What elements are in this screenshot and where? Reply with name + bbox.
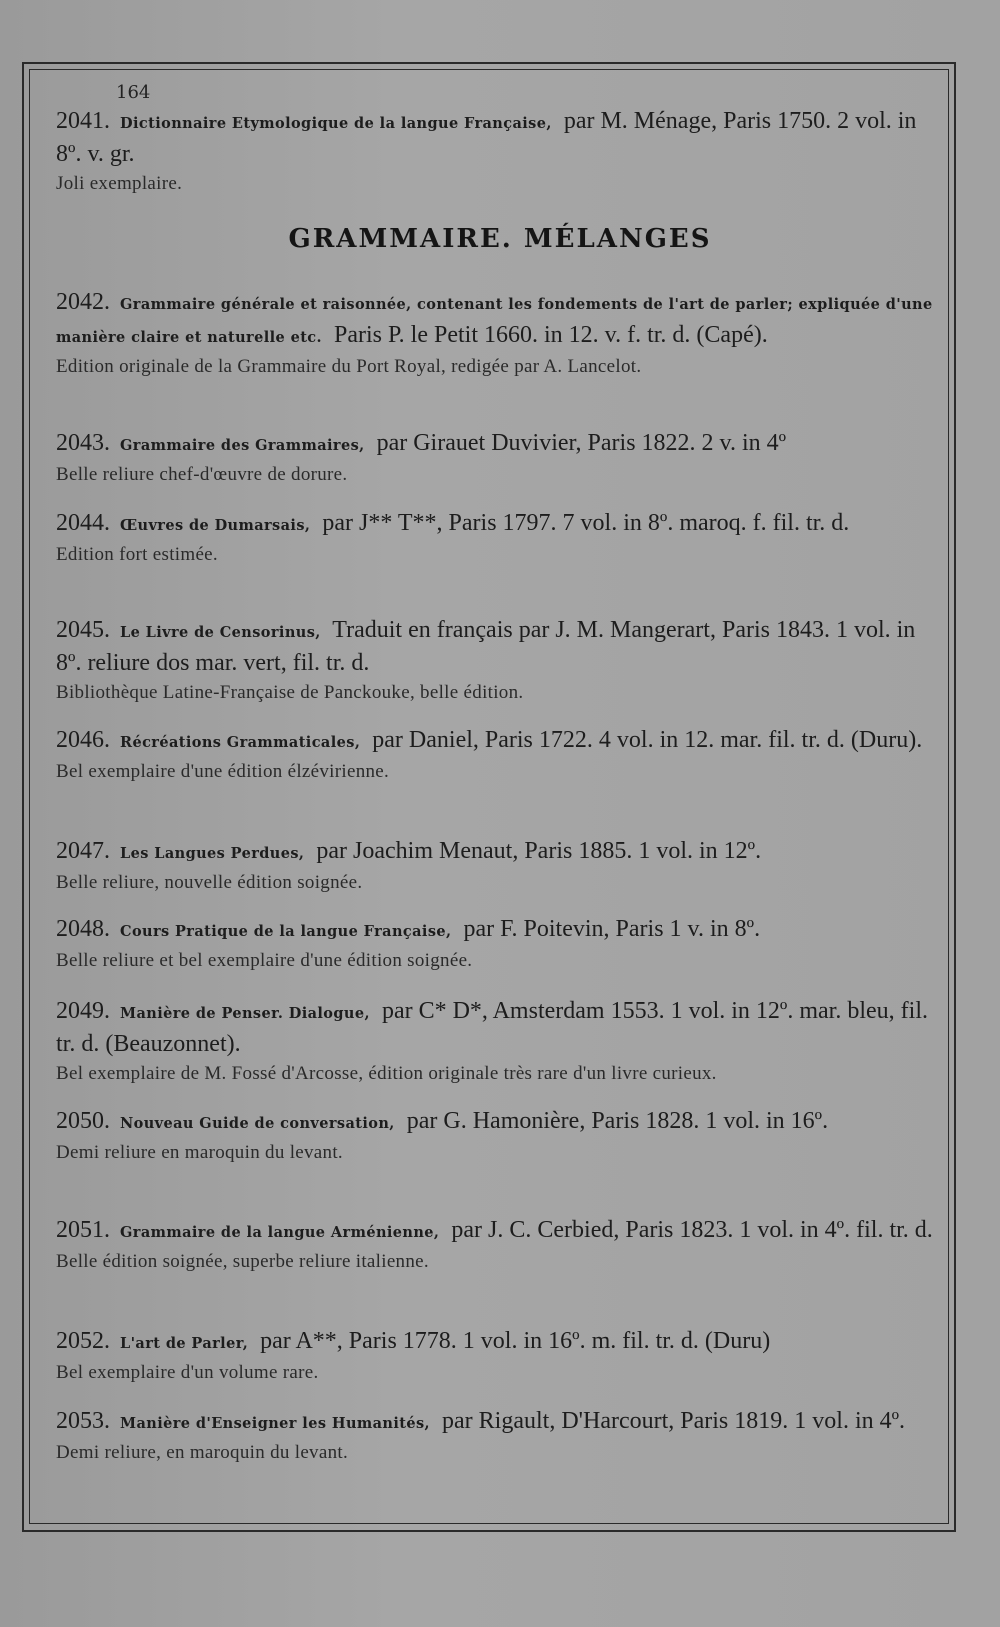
catalog-entry	[56, 428, 936, 489]
entry-number: 2046.	[56, 727, 110, 753]
entry-note: Demi reliure en maroquin du levant.	[56, 1142, 343, 1163]
entry-note: Joli exemplaire.	[56, 173, 183, 194]
catalog-entry	[56, 287, 936, 381]
entry-number: 2045.	[56, 617, 110, 643]
entry-note: Demi reliure, en maroquin du levant.	[56, 1442, 349, 1463]
entry-note: Edition fort estimée.	[56, 544, 218, 565]
catalog-entry	[56, 836, 936, 897]
entry-text	[56, 508, 936, 541]
entry-note: Belle reliure chef-d'œuvre de dorure.	[56, 464, 348, 485]
catalog-entry	[56, 106, 936, 198]
catalog-entry	[56, 1106, 936, 1167]
entry-number: 2050.	[56, 1108, 110, 1134]
entry-title: Cours Pratique de la langue Française,	[120, 923, 452, 940]
entry-details: Paris P. le Petit 1660. in 12. v. f. tr. d. (Capé).	[333, 322, 768, 348]
entry-details: par J** T**, Paris 1797. 7 vol. in 8º. maroq. f. fil. tr. d.	[322, 510, 850, 536]
entry-details: Traduit en français par J. M. Mangerart, Paris 1843. 1 vol. in 8º. reliure dos mar. vert, fil. tr. d.	[56, 617, 916, 676]
catalog-entry	[56, 615, 936, 707]
entry-details: par Rigault, D'Harcourt, Paris 1819. 1 vol. in 4º.	[442, 1408, 906, 1434]
entry-title: Nouveau Guide de conversation,	[120, 1115, 395, 1132]
entry-text	[56, 1106, 936, 1139]
catalog-entry	[56, 914, 936, 975]
catalog-entry	[56, 1215, 936, 1276]
entry-title: Manière d'Enseigner les Humanités,	[120, 1415, 431, 1432]
entry-number: 2042.	[56, 289, 110, 315]
catalog-entry	[56, 508, 936, 569]
entry-details: par J. C. Cerbied, Paris 1823. 1 vol. in 4º. fil. tr. d.	[451, 1217, 933, 1243]
entry-title: Les Langues Perdues,	[120, 845, 305, 862]
entry-title: Récréations Grammaticales,	[120, 734, 361, 751]
entry-number: 2041.	[56, 108, 110, 134]
entry-number: 2048.	[56, 916, 110, 942]
entry-number: 2052.	[56, 1328, 110, 1354]
entry-note: Bel exemplaire d'une édition élzévirienne.	[56, 761, 390, 782]
entry-text	[56, 287, 936, 353]
entry-text	[56, 914, 936, 947]
catalog-entry	[56, 1326, 936, 1387]
entry-details: par G. Hamonière, Paris 1828. 1 vol. in 16º.	[406, 1108, 829, 1134]
entry-text	[56, 725, 936, 758]
entry-note: Belle reliure, nouvelle édition soignée.	[56, 872, 363, 893]
catalog-entry	[56, 725, 936, 786]
catalog-entry	[56, 996, 936, 1088]
entry-number: 2051.	[56, 1217, 110, 1243]
entry-note: Bel exemplaire d'un volume rare.	[56, 1362, 319, 1383]
entry-details: par F. Poitevin, Paris 1 v. in 8º.	[463, 916, 761, 942]
entry-text	[56, 836, 936, 869]
section-heading: GRAMMAIRE. MÉLANGES	[288, 224, 712, 254]
entry-title: L'art de Parler,	[120, 1335, 249, 1352]
entry-number: 2043.	[56, 430, 110, 456]
page-number: 164	[116, 82, 151, 103]
entry-details: par M. Ménage, Paris 1750. 2 vol. in 8º. v. gr.	[56, 108, 917, 167]
entry-details: par Girauet Duvivier, Paris 1822. 2 v. in 4º	[376, 430, 787, 456]
catalog-entry	[56, 1406, 936, 1467]
entry-note: Belle reliure et bel exemplaire d'une édition soignée.	[56, 950, 473, 971]
entry-number: 2047.	[56, 838, 110, 864]
entry-title: Grammaire de la langue Arménienne,	[120, 1224, 440, 1241]
entry-title: Grammaire des Grammaires,	[120, 437, 365, 454]
entry-title: Manière de Penser. Dialogue,	[120, 1005, 370, 1022]
entry-details: par C* D*, Amsterdam 1553. 1 vol. in 12º. mar. bleu, fil. tr. d. (Beauzonnet).	[56, 998, 928, 1057]
entry-note: Belle édition soignée, superbe reliure italienne.	[56, 1251, 429, 1272]
entry-details: par A**, Paris 1778. 1 vol. in 16º. m. fil. tr. d. (Duru)	[260, 1328, 771, 1354]
entry-text	[56, 615, 936, 679]
entry-note: Bel exemplaire de M. Fossé d'Arcosse, édition originale très rare d'un livre curieux.	[56, 1063, 717, 1084]
entry-text	[56, 106, 936, 170]
entry-text	[56, 996, 936, 1060]
entry-details: par Daniel, Paris 1722. 4 vol. in 12. mar. fil. tr. d. (Duru).	[372, 727, 923, 753]
entry-text	[56, 1406, 936, 1439]
entry-note: Bibliothèque Latine-Française de Panckouke, belle édition.	[56, 682, 524, 703]
entry-details: par Joachim Menaut, Paris 1885. 1 vol. in 12º.	[316, 838, 762, 864]
entry-text	[56, 428, 936, 461]
entry-title: Œuvres de Dumarsais,	[120, 517, 311, 534]
entry-number: 2049.	[56, 998, 110, 1024]
entry-text	[56, 1215, 936, 1248]
entry-text	[56, 1326, 936, 1359]
entry-note: Edition originale de la Grammaire du Port Royal, redigée par A. Lancelot.	[56, 356, 642, 377]
entry-title: Dictionnaire Etymologique de la langue Française,	[120, 115, 552, 132]
entry-title: Grammaire générale et raisonnée, contenant les fondements de l'art de parler; expliquée d'une manière claire et naturelle etc.	[56, 296, 933, 346]
entry-number: 2053.	[56, 1408, 110, 1434]
entry-number: 2044.	[56, 510, 110, 536]
entry-title: Le Livre de Censorinus,	[120, 624, 321, 641]
